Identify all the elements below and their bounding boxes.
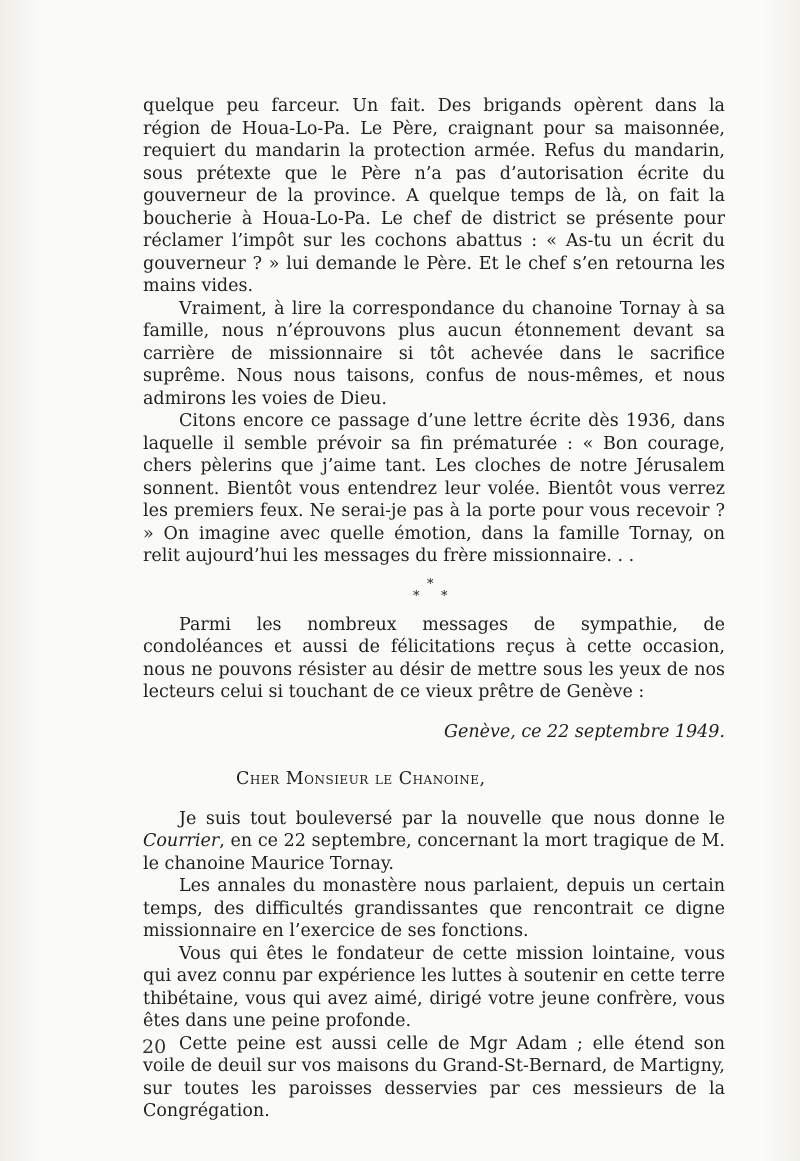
letter-p1-end: , en ce 22 septembre, concernant la mort tragique de M. le chanoine Maurice Tornay. (143, 831, 725, 874)
paragraph-correspondence: Vraiment, à lire la correspondance du chanoine Tornay à sa famille, nous n’éprouvons plus aucun étonnement devant sa carrière de missionnaire si tôt achevée dans le sacrifice suprême. Nous nous taisons, confus de nous-mêmes, et nous admirons les voies de Dieu. (143, 298, 725, 409)
asterism-star-left: * (413, 588, 420, 604)
asterism-divider (143, 574, 725, 604)
letter-salutation: Cher Monsieur le Chanoine, (236, 769, 486, 789)
article-text (143, 95, 725, 1123)
asterism-star-top: * (427, 576, 434, 592)
letter-paragraph-4: Cette peine est aussi celle de Mgr Adam ; elle étend son voile de deuil sur vos maisons du Grand-St-Bernard, de Martigny, sur toutes les paroisses desservies par ces messieurs de la Congrégation. (143, 1033, 725, 1121)
letter-dateline: Genève, ce 22 septembre 1949. (444, 721, 725, 742)
letter-paragraph-3: Vous qui êtes le fondateur de cette mission lointaine, vous qui avez connu par expérience les luttes à soutenir en cette terre thibétaine, vous qui avez aimé, dirigé votre jeune confrère, vous êtes dans une peine profonde. (143, 943, 725, 1031)
paragraph-messages-intro: Parmi les nombreux messages de sympathie, de condoléances et aussi de félicitations reçus à cette occasion, nous ne pouvons résister au désir de mettre sous les yeux de nos lecteurs celui si touchant de ce vieux prêtre de Genève : (143, 614, 725, 702)
paragraph-letter-quote: Citons encore ce passage d’une lettre écrite dès 1936, dans laquelle il semble prévoir sa fin prématurée : « Bon courage, chers pèlerins que j’aime tant. Les cloches de notre Jérusalem sonnent. Bientôt vous entendrez leur volée. Bientôt vous verrez les premiers feux. Ne serai-je pas à la porte pour vous recevoir ? » On imagine avec quelle émotion, dans la famille Tornay, on relit aujourd’hui les messages du frère missionnaire. . . (143, 411, 725, 566)
letter-paragraph-1 (143, 808, 725, 876)
page-number: 20 (142, 1036, 167, 1058)
newspaper-title: Courrier (143, 831, 220, 851)
letter-paragraph-2: Les annales du monastère nous parlaient, depuis un certain temps, des difficultés grandissantes que rencontrait ce digne missionnaire en l’exercice de ses fonctions. (143, 876, 725, 941)
letter-p1-start: Je suis tout bouleversé par la nouvelle que nous donne le (179, 808, 725, 829)
asterism-star-right: * (441, 588, 448, 604)
paragraph-continued: quelque peu farceur. Un fait. Des brigands opèrent dans la région de Houa-Lo-Pa. Le Père, craignant pour sa maisonnée, requiert du mandarin la protection armée. Refus du mandarin, sous prétexte que le Père n’a pas d’autorisation écrite du gouverneur de la province. A quelque temps de là, on fait la boucherie à Houa-Lo-Pa. Le chef de district se présente pour réclamer l’impôt sur les cochons abattus : « As-tu un écrit du gouverneur ? » lui demande le Père. Et le chef s’en retourna les mains vides. (143, 96, 725, 296)
